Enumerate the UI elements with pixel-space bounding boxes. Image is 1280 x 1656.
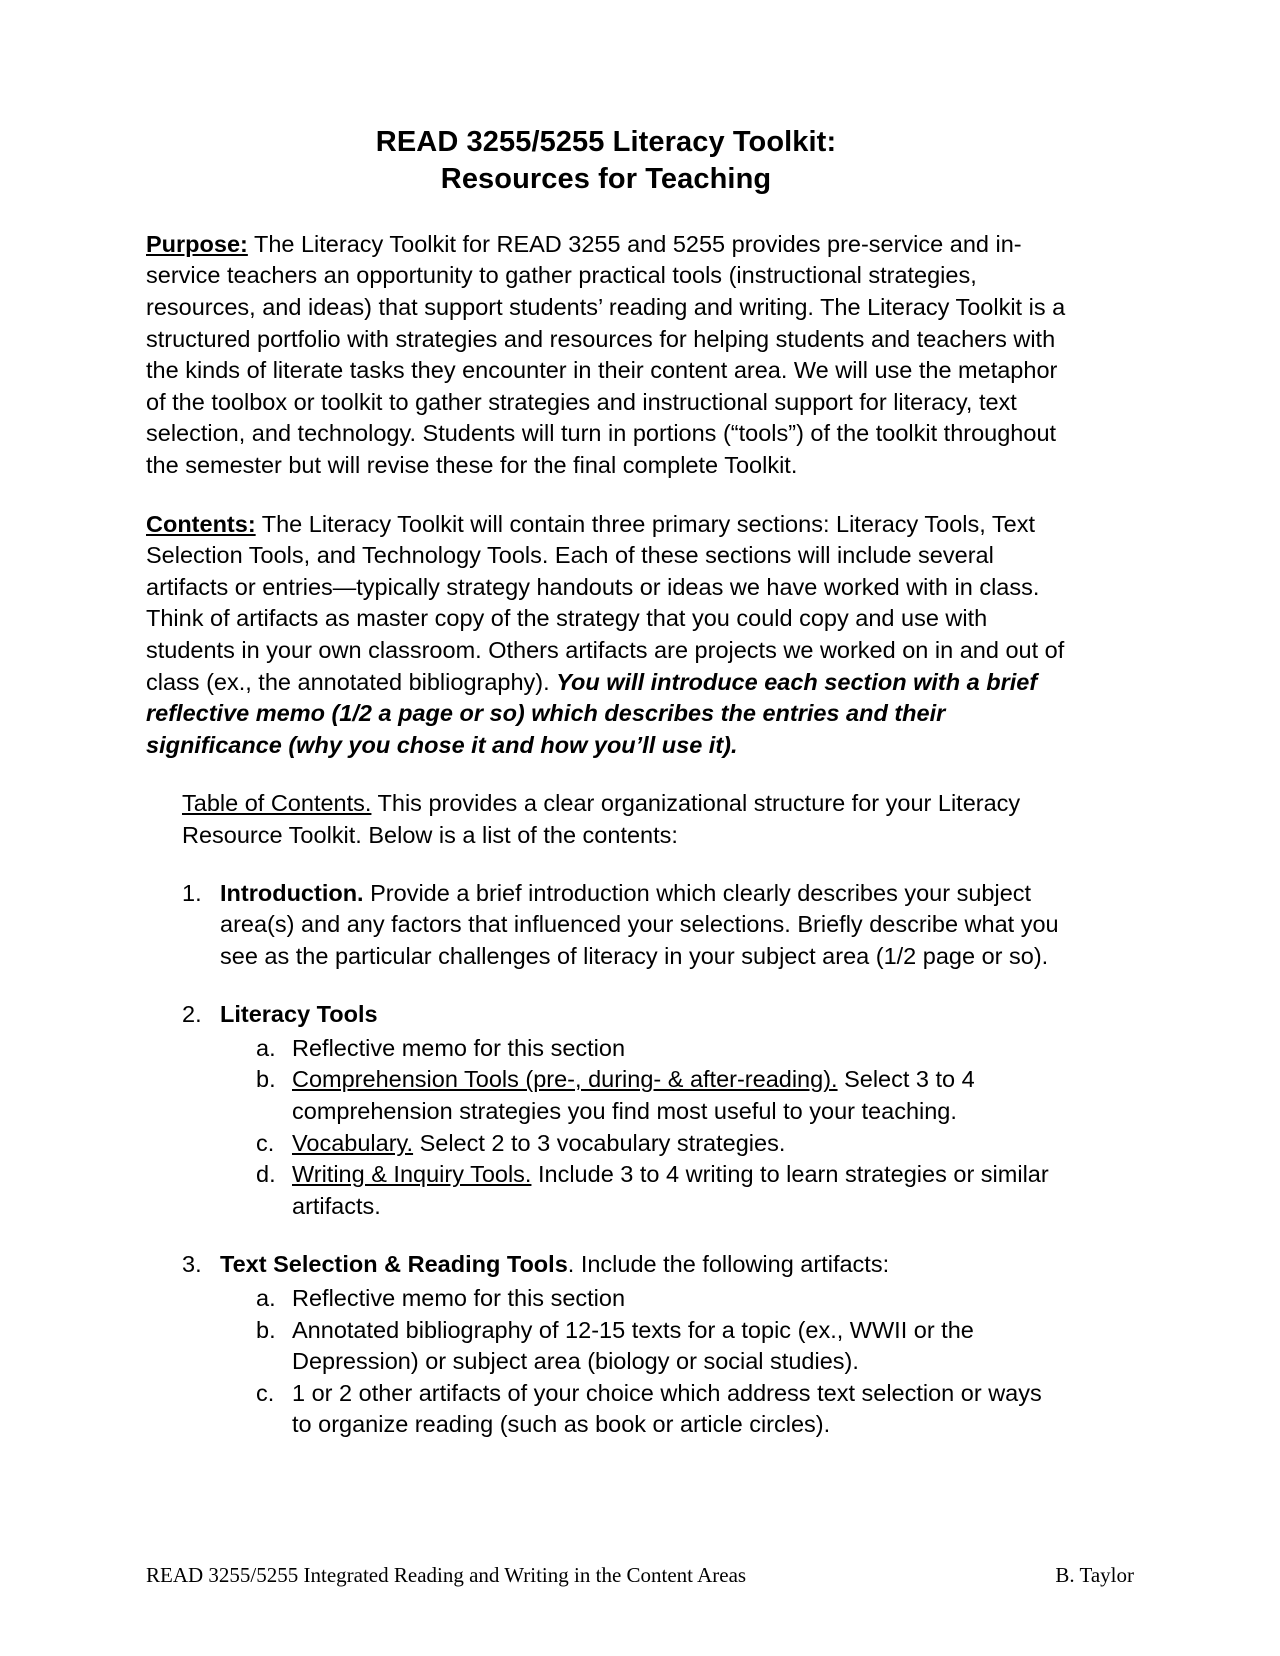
list-item: [220, 1159, 1066, 1222]
list-item: [220, 1128, 1066, 1160]
list-item: [146, 999, 1066, 1222]
list-marker: a.: [256, 1285, 276, 1312]
purpose-text: The Literacy Toolkit for READ 3255 and 5255 provides pre-service and in-service teachers an opportunity to gather practical tools (instructional strategies, resources, and ideas) that support students’ reading and writing. The Literacy Toolkit is a structured portfolio with strategies and resources for helping students and teachers with the kinds of literate tasks they encounter in their content area. We will use the metaphor of the toolbox or toolkit to gather strategies and instructional support for literacy, text selection, and technology. Students will turn in portions (“tools”) of the toolkit throughout the semester but will revise these for the final complete Toolkit.: [146, 230, 1066, 478]
list-marker: a.: [256, 1034, 276, 1061]
toc-sublist: [220, 1283, 1066, 1441]
list-item: [220, 1378, 1066, 1441]
sub-item-text: Reflective memo for this section: [292, 1285, 626, 1312]
list-item: [220, 1315, 1066, 1378]
list-item-title: Introduction.: [220, 879, 364, 906]
list-item-title: Text Selection & Reading Tools: [220, 1251, 568, 1278]
toc-sublist: [220, 1033, 1066, 1223]
footer-course-label: READ 3255/5255 Integrated Reading and Writing in the Content Areas: [146, 1563, 747, 1587]
list-item: [220, 1283, 1066, 1315]
list-item: [220, 1033, 1066, 1065]
list-item: [146, 878, 1066, 973]
list-marker: 3.: [182, 1251, 202, 1278]
table-of-contents-heading: Table of Contents.: [182, 790, 372, 817]
list-item-text: Provide a brief introduction which clearly describes your subject area(s) and any factors that influenced your selections. Briefly describe what you see as the particular challenges of literacy in your subject area (1/2 page or so).: [220, 879, 1059, 969]
sub-item-text: Select 2 to 3 vocabulary strategies.: [413, 1129, 786, 1156]
contents-text: The Literacy Toolkit will contain three primary sections: Literacy Tools, Text Selection Tools, and Technology Tools. Each of these sections will include several artifacts or entries—typically strategy handouts or ideas we have worked with in class. Think of artifacts as master copy of the strategy that you could copy and use with students in your own classroom. Others artifacts are projects we worked on in and out of class (ex., the annotated bibliography).: [146, 510, 1065, 695]
document-body: [146, 124, 1066, 1441]
contents-paragraph: [146, 509, 1066, 762]
sub-item-underlined: Writing & Inquiry Tools.: [292, 1161, 532, 1188]
list-marker: 2.: [182, 1001, 202, 1028]
list-marker: c.: [256, 1129, 275, 1156]
table-of-contents-description: This provides a clear organizational structure for your Literacy Resource Toolkit. Below is a list of the contents:: [182, 790, 1021, 848]
footer-author: B. Taylor: [1055, 1563, 1134, 1587]
title-line-1: READ 3255/5255 Literacy Toolkit:: [375, 126, 837, 158]
toc-list: [146, 878, 1066, 1442]
purpose-label: Purpose:: [146, 230, 248, 257]
list-item: [146, 1249, 1066, 1441]
contents-emphasis: You will introduce each section with a brief reflective memo (1/2 a page or so) which describes the entries and their significance (why you chose it and how you’ll use it).: [146, 668, 1038, 758]
list-item-text: . Include the following artifacts:: [567, 1251, 890, 1278]
sub-item-underlined: Comprehension Tools (pre-, during- & after-reading).: [292, 1066, 838, 1093]
list-marker: b.: [256, 1316, 276, 1343]
sub-item-underlined: Vocabulary.: [292, 1129, 414, 1156]
purpose-paragraph: [146, 229, 1066, 482]
list-marker: b.: [256, 1066, 276, 1093]
sub-item-text: Reflective memo for this section: [292, 1034, 626, 1061]
sub-item-text: 1 or 2 other artifacts of your choice which address text selection or ways to organize reading (such as book or article circles).: [292, 1379, 1042, 1438]
page-title: [146, 124, 1066, 199]
title-line-2: Resources for Teaching: [440, 163, 772, 196]
contents-label: Contents:: [146, 510, 256, 537]
list-item: [220, 1064, 1066, 1127]
page-footer: [146, 1563, 1134, 1588]
table-of-contents-intro: [146, 788, 1066, 851]
list-marker: c.: [256, 1379, 275, 1406]
list-marker: 1.: [182, 879, 202, 906]
sub-item-text: Include 3 to 4 writing to learn strategies or similar artifacts.: [292, 1161, 1049, 1219]
list-item-title: Literacy Tools: [220, 1001, 378, 1028]
sub-item-text: Select 3 to 4 comprehension strategies you find most useful to your teaching.: [292, 1066, 975, 1125]
sub-item-text: Annotated bibliography of 12-15 texts for a topic (ex., WWII or the Depression) or subject area (biology or social studies).: [292, 1316, 974, 1375]
list-marker: d.: [256, 1161, 276, 1188]
